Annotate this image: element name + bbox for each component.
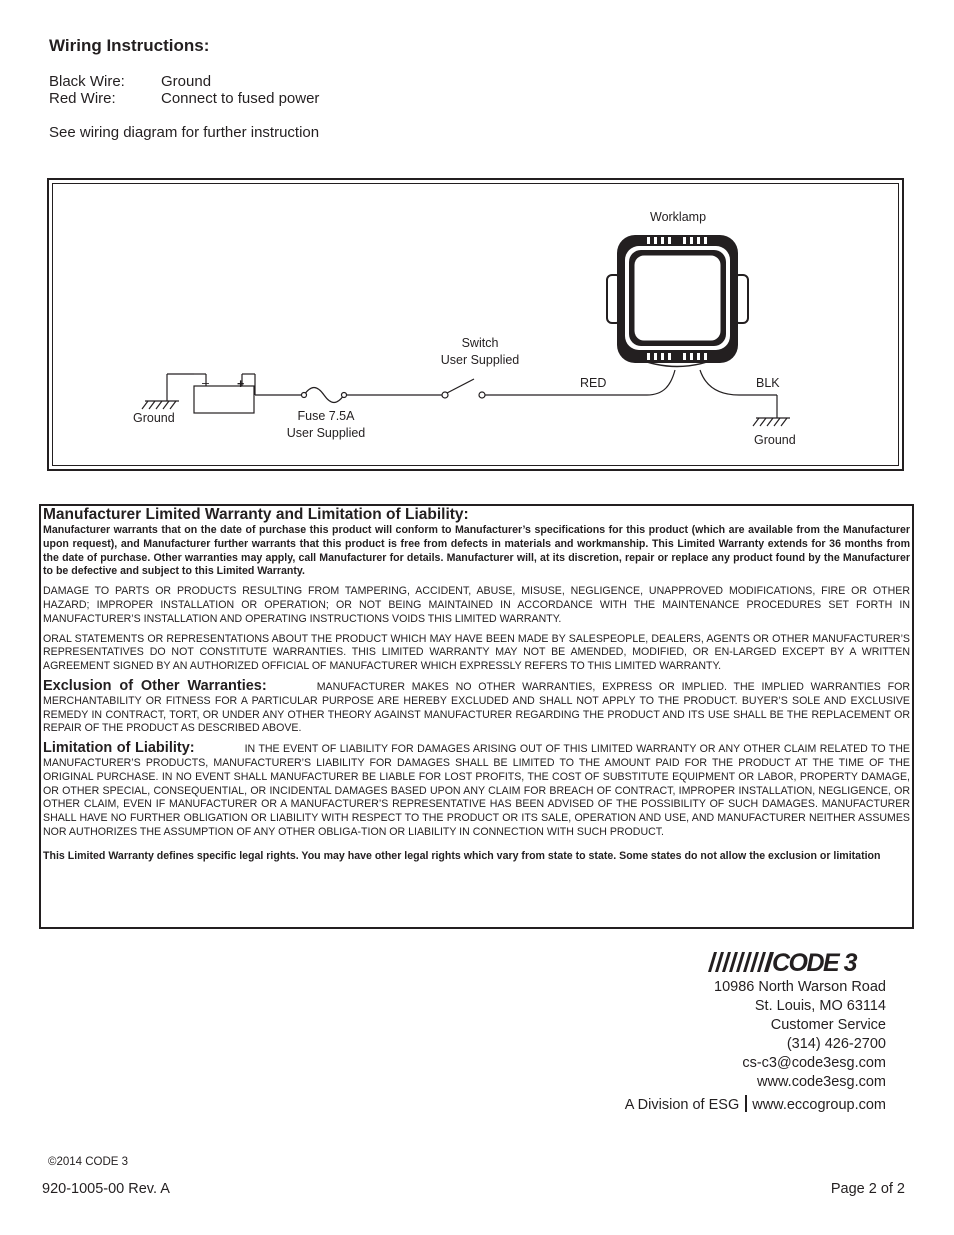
warranty-final: This Limited Warranty defines specific legal rights. You may have other legal rights which vary from state to state. Some states do not allow the exclusion or limitation [43, 849, 881, 862]
black-wire-value: Ground [161, 73, 212, 90]
black-wire-label: Black Wire: [49, 73, 125, 90]
red-wire-label: RED [580, 376, 607, 390]
wiring-diagram [47, 178, 904, 471]
warranty-paragraph-3: ORAL STATEMENTS OR REPRESENTATIONS ABOUT THE PRODUCT WHICH MAY HAVE BEEN MADE BY SALESPEOPLE, DEALERS, AGENTS OR OTHER MANUFACTURER’S REPRESENTATIVES DO NOT CONSTITUTE WARRANTIES. THIS LIMITED WARRANTY MAY NOT BE AMENDED, MODIFIED, OR EN-LARGED EXCEPT BY A WRITTEN AGREEMENT SIGNED BY AN AUTHORIZED OFFICIAL OF MANUFACTURER WHICH EXPRESSLY REFERS TO THIS LIMITED WARRANTY. [43, 632, 910, 673]
red-wire-row [49, 90, 319, 107]
email-address[interactable]: cs-c3@code3esg.com [742, 1055, 886, 1071]
ground-right-label: Ground [754, 433, 796, 447]
customer-service-label: Customer Service [770, 1017, 886, 1033]
website-link[interactable]: www.code3esg.com [757, 1074, 886, 1090]
switch-label: Switch [461, 336, 499, 350]
phone-number: (314) 426-2700 [786, 1036, 886, 1052]
red-wire-label: Red Wire: [49, 90, 116, 107]
ground-right-icon [753, 418, 790, 426]
document-number: 920-1005-00 Rev. A [42, 1181, 170, 1197]
brand-text: CODE 3 [772, 950, 857, 974]
worklamp-icon [607, 235, 748, 367]
page-number: Page 2 of 2 [830, 1181, 905, 1197]
warranty-paragraph-1: Manufacturer warrants that on the date of purchase this product will conform to Manufacturer’s specifications for this product (which are available from the Manufacturer upon request), and Manufacturer further warrants that this product is free from defects in materials and workmanship. This Limited Warranty extends for 36 months from the date of purchase. Other warranties may apply, call Manufacturer for details. Manufacturer will, at its discretion, repair or replace any product found by the Manufacturer to be defective and subject to this Limited Warranty. [43, 524, 910, 578]
battery-minus-sign: – [202, 376, 209, 390]
division-text: A Division of ESG [624, 1097, 740, 1113]
ground-left-icon [142, 374, 194, 409]
warranty-title: Manufacturer Limited Warranty and Limitation of Liability: [43, 506, 469, 523]
fuse-icon [302, 388, 347, 403]
black-wire-row [49, 73, 211, 90]
ground-left-label: Ground [133, 411, 175, 425]
group-website-link[interactable]: www.eccogroup.com [752, 1097, 886, 1113]
limitation-heading: Limitation of Liability: [43, 740, 195, 757]
exclusion-text: MANUFACTURER MAKES NO OTHER WARRANTIES, EXPRESS OR IMPLIED. THE IMPLIED WARRANTIES FOR MERCHANTABILITY OR FITNESS FOR A PARTICULAR PURPOSE ARE HEREBY EXCLUDED AND SHALL NOT APPLY TO THE PRODUCT. BUYER’S SOLE AND EXCLUSIVE REMEDY IN CONTRACT, TORT, OR UNDER ANY OTHER THEORY AGAINST MANUFACTURER REGARDING THE PRODUCT AND ITS USE SHALL BE THE REPLACEMENT OR REPAIR OF THE PRODUCT AS DESCRIBED ABOVE. [43, 680, 911, 735]
see-diagram-note: See wiring diagram for further instruction [49, 124, 320, 141]
wiring-title: Wiring Instructions: [49, 36, 210, 55]
warranty-paragraph-2: DAMAGE TO PARTS OR PRODUCTS RESULTING FROM TAMPERING, ACCIDENT, ABUSE, MISUSE, NEGLIGENCE, UNAPPROVED MODIFICATIONS, FIRE OR OTHER HAZARD; IMPROPER INSTALLATION OR OPERATION; OR NOT BEING MAINTAINED IN ACCORDANCE WITH THE MAINTENANCE PROCEDURES SET FORTH IN MANUFACTURER’S INSTALLATION AND OPERATING INSTRUCTIONS VOIDS THIS LIMITED WARRANTY. [43, 585, 910, 625]
address-line-1: 10986 North Warson Road [714, 979, 886, 995]
division-line [625, 1095, 886, 1113]
worklamp-label: Worklamp [650, 210, 707, 224]
switch-supplied-label: User Supplied [440, 353, 520, 367]
fuse-label: Fuse 7.5A [297, 409, 355, 423]
warranty-box [39, 504, 914, 929]
copyright: ©2014 CODE 3 [48, 1156, 129, 1168]
code3-logo [706, 950, 886, 974]
red-wire-value: Connect to fused power [161, 90, 320, 107]
exclusion-section [43, 677, 911, 736]
fuse-supplied-label: User Supplied [286, 426, 366, 440]
exclusion-heading: Exclusion of Other Warranties: [43, 677, 267, 694]
address-line-2: St. Louis, MO 63114 [754, 998, 886, 1014]
limitation-section [43, 742, 910, 840]
blk-wire-label: BLK [756, 376, 780, 390]
divider [745, 1095, 747, 1112]
limitation-text: IN THE EVENT OF LIABILITY FOR DAMAGES ARISING OUT OF THIS LIMITED WARRANTY OR ANY OTHER CLAIM RELATED TO THE MANUFACTURER’S PRODUCTS, MANUFACTURER’S LIABILITY FOR DAMAGES SHALL BE LIMITED TO THE AMOUNT PAID FOR THE PRODUCT AT THE TIME OF THE ORIGINAL PURCHASE. IN NO EVENT SHALL MANUFACTURER BE LIABLE FOR LOST PROFITS, THE COST OF SUBSTITUTE EQUIPMENT OR LABOR, PROPERTY DAMAGE, OR OTHER SPECIAL, CONSEQUENTIAL, OR INCIDENTAL DAMAGES BASED UPON ANY CLAIM FOR BREACH OF CONTRACT, IMPROPER INSTALLATION, NEGLIGENCE, OR OTHER CLAIM, EVEN IF MANUFACTURER OR A MANUFACTURER’S REPRESENTATIVE HAS BEEN ADVISED OF THE POSSIBILITY OF SUCH DAMAGES. MANUFACTURER SHALL HAVE NO FURTHER OBLIGATION OR LIABILITY WITH RESPECT TO THE PRODUCT OR ITS SALE, OPERATION AND USE, AND MANUFACTURER NEITHER ASSUMES NOR AUTHORIZES THE ASSUMPTION OF ANY OTHER OBLIGA-TION OR LIABILITY IN CONNECTION WITH SUCH PRODUCT. [43, 743, 910, 838]
switch-icon [442, 379, 485, 398]
battery-plus-sign: + [237, 377, 245, 391]
wiring-diagram-svg [49, 180, 906, 473]
